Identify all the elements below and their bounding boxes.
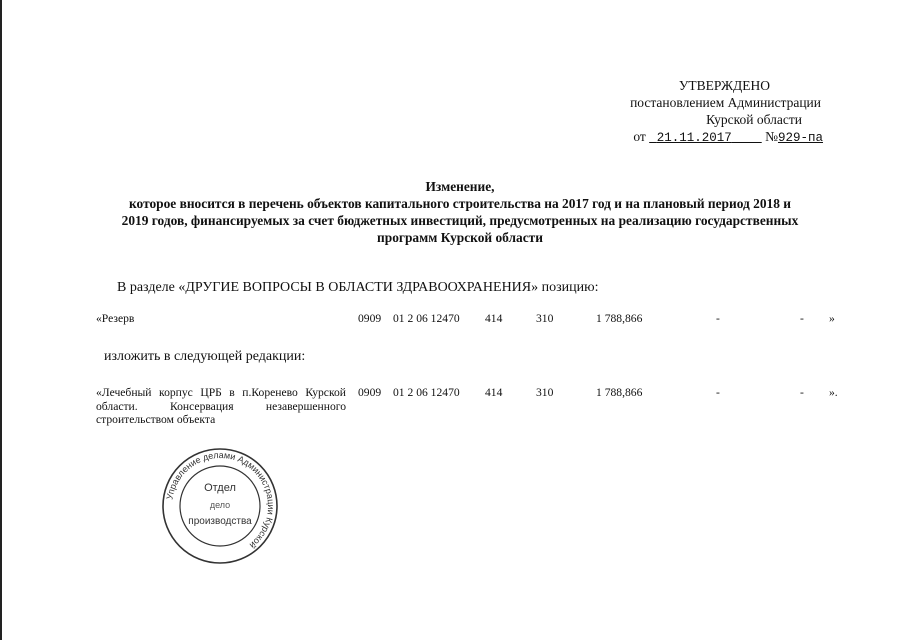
stamp-center-line-1: Отдел [204, 482, 236, 494]
stamp-center-line-3: производства [188, 516, 252, 527]
row-kosgu: 310 [536, 312, 554, 325]
row-close-quote: ». [829, 386, 838, 399]
approval-date: 21.11.2017 [656, 131, 732, 145]
redaction-statement: изложить в следующей редакции: [104, 349, 306, 364]
row-name: «Лечебный корпус ЦРБ в п.Коренево Курской области. Консервация незавершенного строительством объекта [96, 386, 346, 426]
row-code: 0909 [358, 386, 382, 399]
approval-number-sign: № [765, 129, 778, 144]
row-amount: 1 788,866 [596, 386, 643, 399]
row-dash-2: - [800, 386, 804, 399]
approval-date-line [563, 128, 823, 147]
approval-org: постановлением Администрации [630, 95, 821, 110]
approval-date-prefix: от [633, 129, 646, 144]
stamp-center-line-2: дело [209, 500, 231, 510]
document-title [60, 178, 860, 246]
row-code: 0909 [358, 312, 382, 325]
row-kosgu: 310 [536, 386, 554, 399]
page-left-edge [0, 0, 2, 640]
title-line-2: которое вносится в перечень объектов капитального строительства на 2017 год и на плановый период 2018 и [129, 196, 791, 211]
title-line-4: программ Курской области [377, 230, 543, 245]
office-stamp [160, 446, 280, 566]
row-dash-1: - [716, 312, 720, 325]
row-vr: 414 [485, 386, 503, 399]
approval-region: Курской области [706, 112, 802, 127]
row-dash-2: - [800, 312, 804, 325]
title-line-1: Изменение, [425, 179, 495, 194]
row-close-quote: » [829, 312, 835, 325]
row-name: «Резерв [96, 312, 135, 325]
section-statement: В разделе «ДРУГИЕ ВОПРОСЫ В ОБЛАСТИ ЗДРАВООХРАНЕНИЯ» позицию: [117, 280, 599, 295]
stamp-ring-text: Управление делами Администрации Курской [164, 449, 277, 551]
title-line-3: 2019 годов, финансируемых за счет бюджетных инвестиций, предусмотренных на реализацию государственных [121, 213, 799, 228]
row-vr: 414 [485, 312, 503, 325]
approval-block [563, 77, 823, 147]
approval-number: 929-па [777, 131, 823, 145]
row-amount: 1 788,866 [596, 312, 643, 325]
row-dash-1: - [716, 386, 720, 399]
row-csr: 01 2 06 12470 [393, 312, 460, 325]
row-csr: 01 2 06 12470 [393, 386, 460, 399]
approval-heading: УТВЕРЖДЕНО [678, 78, 770, 93]
